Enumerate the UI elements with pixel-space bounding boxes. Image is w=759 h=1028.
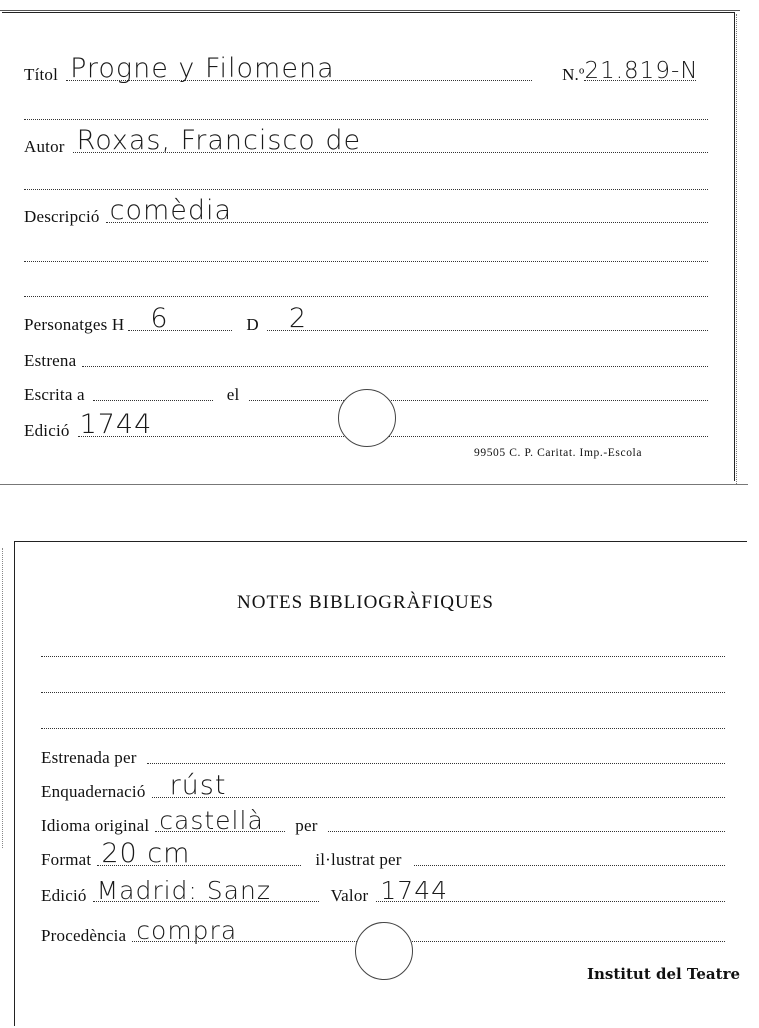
autor-label: Autor [24, 137, 65, 156]
edicio-label: Edició [24, 421, 70, 440]
format-label: Format [41, 850, 92, 869]
printer-note: 99505 C. P. Caritat. Imp.-Escola [474, 447, 643, 459]
notes-heading: NOTES BIBLIOGRÀFIQUES [237, 592, 494, 613]
edicio-field[interactable] [78, 409, 708, 440]
edicio-value: 1744 [79, 409, 153, 440]
numero-value: 21.819-N [584, 58, 699, 84]
personatges-h-value: 6 [150, 303, 169, 334]
numero-label: N.º [562, 65, 585, 84]
estrena-row [24, 351, 708, 371]
edicio2-field[interactable] [93, 876, 319, 905]
idioma-row [41, 806, 725, 836]
estrenada-label: Estrenada per [41, 748, 137, 767]
valor-label: Valor [330, 886, 369, 905]
descripcio-label: Descripció [24, 207, 100, 226]
estrena-label: Estrena [24, 351, 77, 370]
scan-edge-top [0, 10, 740, 11]
idioma-field[interactable] [155, 806, 285, 835]
edicio2-label: Edició [41, 886, 87, 905]
idioma-value: castellà [159, 806, 264, 835]
descripcio-value: comèdia [109, 195, 233, 226]
idioma-per-label: per [295, 816, 318, 835]
descripcio-field[interactable] [106, 195, 708, 226]
numero-field[interactable] [584, 58, 699, 84]
dotted-line [24, 119, 708, 120]
personatges-d-label: D [246, 315, 259, 334]
autor-row [24, 125, 708, 157]
edicio2-row [41, 876, 725, 906]
valor-field[interactable] [376, 876, 725, 905]
punch-hole [338, 389, 396, 447]
estrena-field[interactable] [82, 366, 708, 367]
valor-value: 1744 [380, 876, 449, 905]
estrenada-field[interactable] [147, 763, 725, 764]
escrita-label: Escrita a [24, 385, 85, 404]
dotted-line [41, 656, 725, 657]
catalog-card-back [14, 541, 747, 1026]
format-row [41, 838, 725, 870]
catalog-card-front [2, 12, 735, 481]
titol-value: Progne y Filomena [70, 53, 335, 84]
personatges-row [24, 303, 708, 335]
enquadernacio-label: Enquadernació [41, 782, 146, 801]
procedencia-field[interactable] [132, 916, 725, 945]
illustrat-field[interactable] [414, 865, 725, 866]
enquadernacio-row [41, 770, 725, 802]
dotted-line [24, 296, 708, 297]
format-field[interactable] [97, 838, 301, 869]
el-label: el [226, 385, 240, 404]
punch-hole [355, 922, 413, 980]
dotted-line [24, 261, 708, 262]
procedencia-label: Procedència [41, 926, 127, 945]
procedencia-value: compra [136, 916, 238, 945]
escrita-field[interactable] [93, 400, 213, 401]
personatges-h-field[interactable] [128, 303, 232, 334]
titol-field[interactable] [66, 53, 532, 84]
autor-field[interactable] [73, 125, 708, 156]
autor-value: Roxas, Francisco de [76, 125, 362, 156]
enquadernacio-field[interactable] [152, 770, 725, 801]
dotted-line [41, 692, 725, 693]
descripcio-row [24, 195, 708, 227]
edicio2-value: Madrid: Sanz [96, 876, 271, 905]
estrenada-row [41, 748, 725, 768]
personatges-d-field[interactable] [267, 303, 708, 334]
format-value: 20 cm [101, 838, 191, 869]
titol-row [24, 53, 714, 85]
institution-name: Institut del Teatre [587, 965, 741, 983]
illustrat-label: il·lustrat per [315, 850, 402, 869]
personatges-d-value: 2 [288, 303, 308, 334]
titol-label: Títol [24, 65, 59, 84]
idioma-per-field[interactable] [328, 831, 725, 832]
scan-edge-left [2, 548, 3, 848]
scan-edge-right [736, 14, 737, 484]
dotted-line [24, 189, 708, 190]
scan-edge-bottom [0, 484, 748, 485]
enquadernacio-value: rúst [169, 770, 227, 801]
personatges-label: Personatges H [24, 315, 125, 334]
idioma-label: Idioma original [41, 816, 150, 835]
el-field[interactable] [249, 400, 708, 401]
dotted-line [41, 728, 725, 729]
